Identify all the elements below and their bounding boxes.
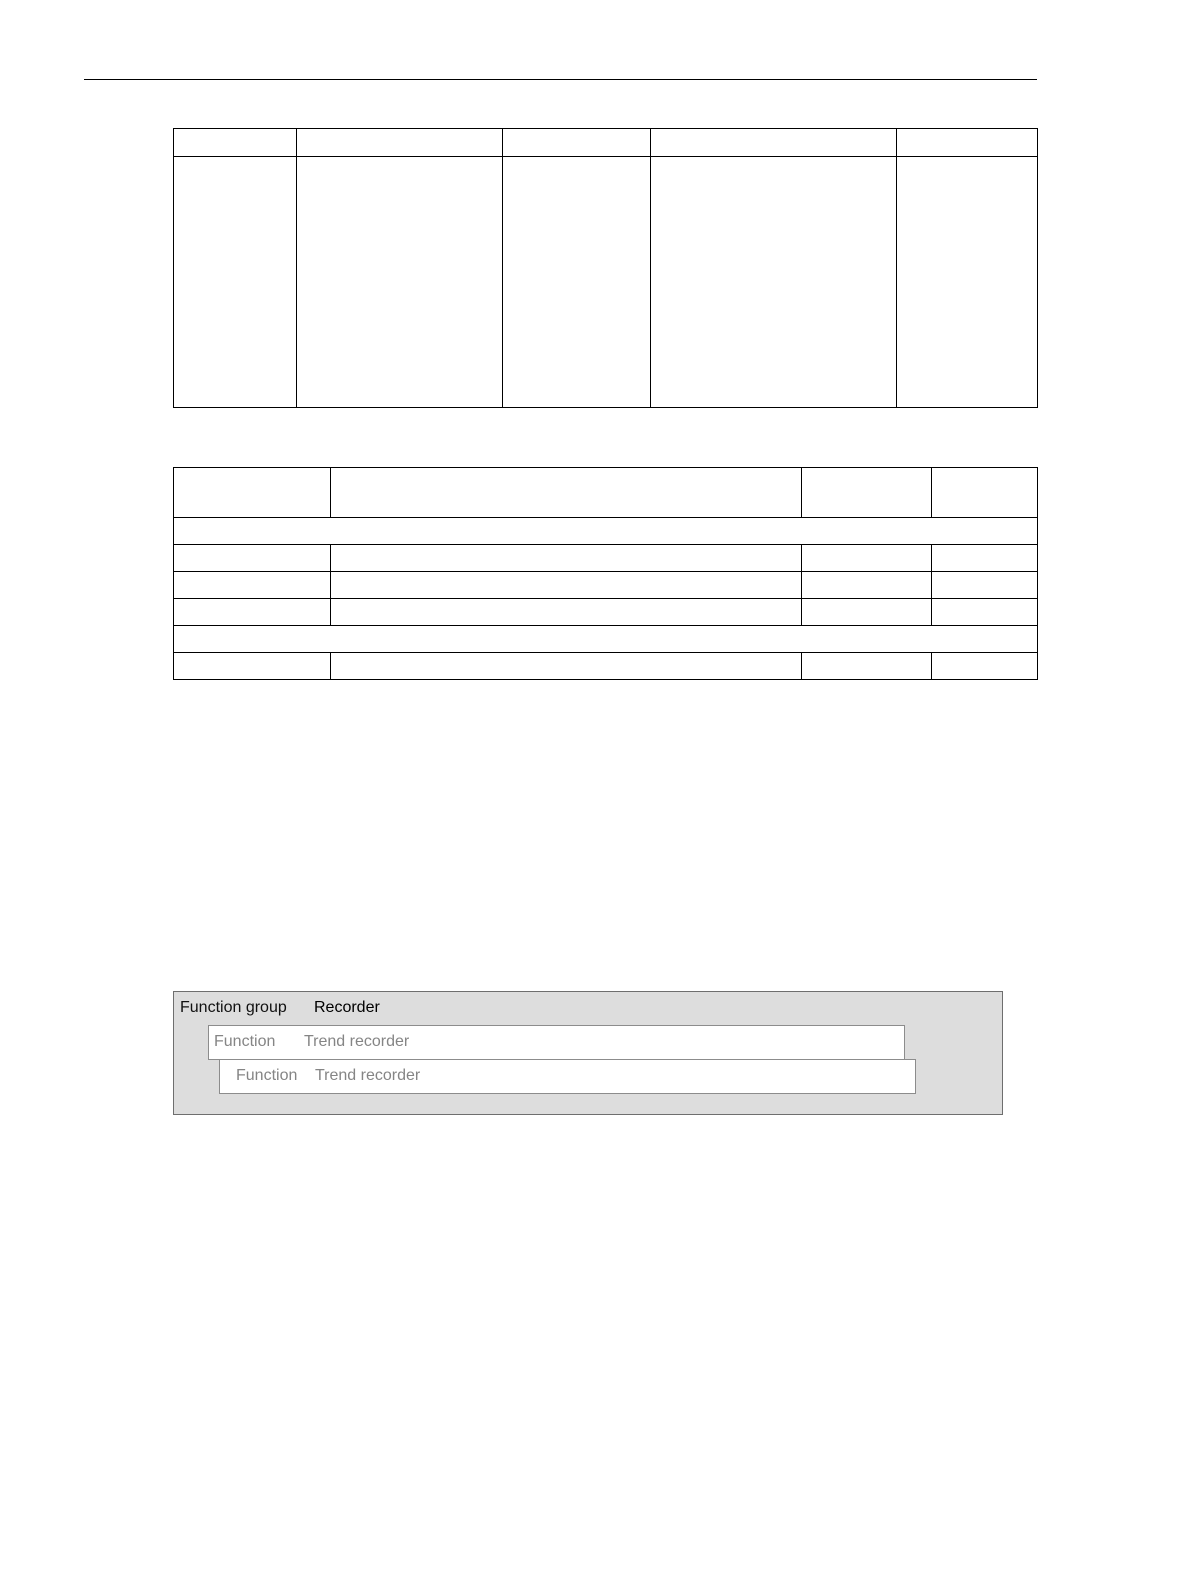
table-cell xyxy=(932,468,1038,518)
table-row xyxy=(174,599,1038,626)
table-section-row xyxy=(174,626,1038,653)
table-cell xyxy=(932,545,1038,572)
table-row xyxy=(174,572,1038,599)
table-row xyxy=(174,545,1038,572)
table-cell xyxy=(932,572,1038,599)
table-cell xyxy=(174,572,331,599)
table-header-row xyxy=(174,468,1038,518)
table-cell xyxy=(174,129,297,157)
table-cell xyxy=(297,129,503,157)
table-cell xyxy=(503,129,651,157)
table-cell xyxy=(331,468,802,518)
table-cell xyxy=(174,545,331,572)
table-header-row xyxy=(174,129,1038,157)
function-value: Trend recorder xyxy=(304,1033,410,1050)
table-cell xyxy=(802,468,932,518)
table-bottom xyxy=(173,467,1038,680)
table-cell xyxy=(651,157,897,408)
page-header-rule xyxy=(84,79,1037,80)
table-cell xyxy=(331,545,802,572)
table-row xyxy=(174,653,1038,680)
function-box xyxy=(208,1025,905,1060)
table-cell xyxy=(503,157,651,408)
table-cell xyxy=(932,599,1038,626)
table-cell xyxy=(174,518,1038,545)
table-cell xyxy=(897,129,1038,157)
function-value: Trend recorder xyxy=(315,1067,421,1084)
function-label: Function xyxy=(236,1067,298,1084)
table-cell xyxy=(331,599,802,626)
table-cell xyxy=(802,545,932,572)
function-group-diagram xyxy=(173,991,1003,1115)
table-cell xyxy=(802,653,932,680)
table-cell xyxy=(174,599,331,626)
table-cell xyxy=(331,653,802,680)
table-section-row xyxy=(174,518,1038,545)
function-box xyxy=(219,1059,916,1094)
table-row xyxy=(174,157,1038,408)
function-group-value: Recorder xyxy=(314,999,380,1016)
function-group-label: Function group xyxy=(180,999,287,1016)
table-cell xyxy=(331,572,802,599)
table-cell xyxy=(802,572,932,599)
table-cell xyxy=(174,653,331,680)
table-cell xyxy=(802,599,932,626)
table-cell xyxy=(174,157,297,408)
function-label: Function xyxy=(214,1033,276,1050)
table-top xyxy=(173,128,1038,408)
table-cell xyxy=(897,157,1038,408)
table-cell xyxy=(297,157,503,408)
table-cell xyxy=(651,129,897,157)
table-cell xyxy=(932,653,1038,680)
table-cell xyxy=(174,626,1038,653)
table-cell xyxy=(174,468,331,518)
